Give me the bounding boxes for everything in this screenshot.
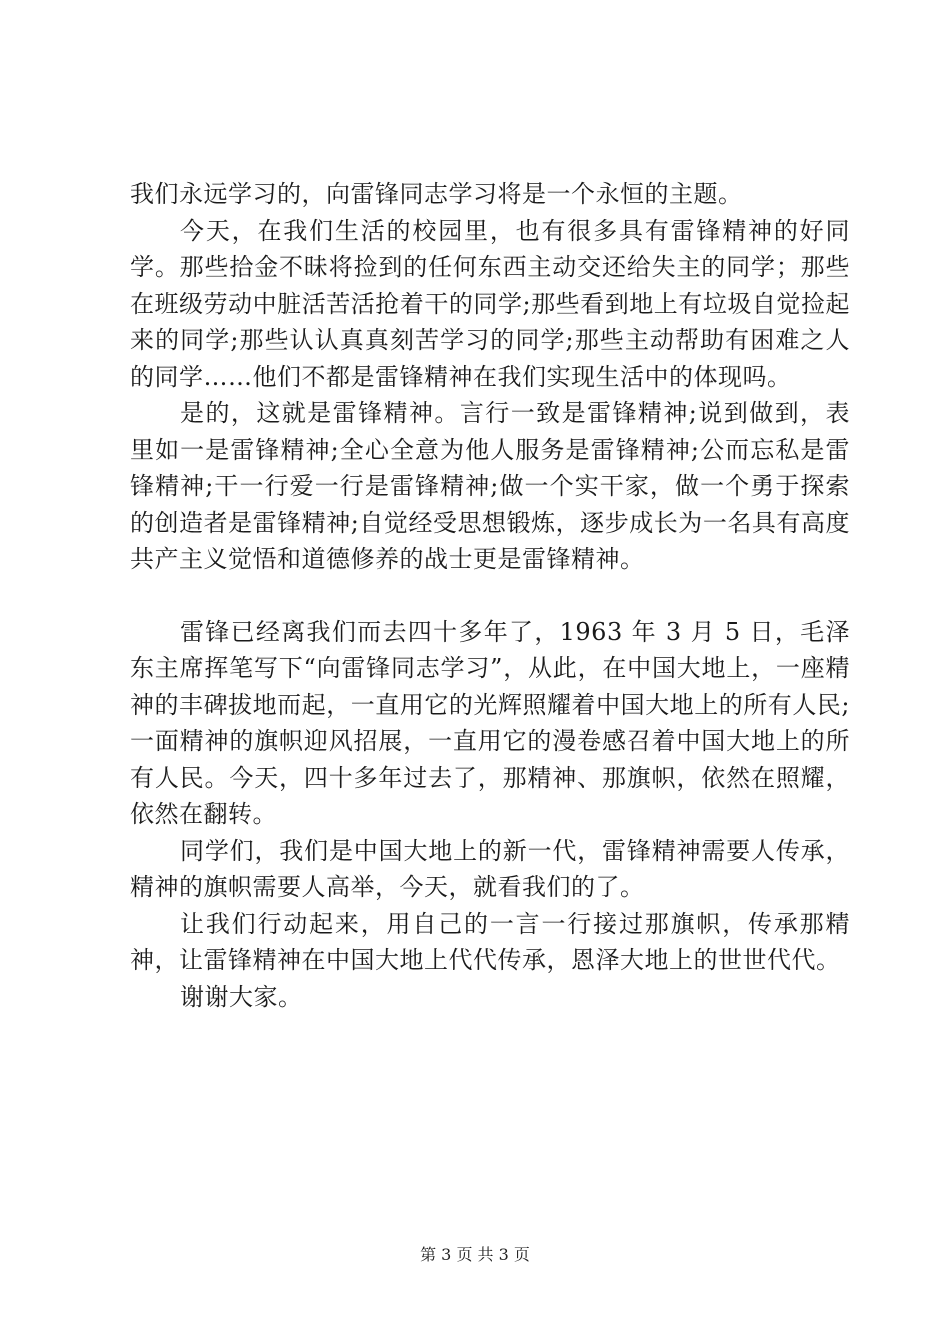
paragraph-4: 雷锋已经离我们而去四十多年了，1963 年 3 月 5 日，毛泽东主席挥笔写下“向雷锋同志学习”，从此，在中国大地上，一座精神的丰碑拔地而起，一直用它的光辉照耀着中国大地上的所有人民;一面精神的旗帜迎风招展，一直用它的漫卷感召着中国大地上的所有人民。今天，四十多年过去了，那精神、那旗帜，依然在照耀，依然在翻转。: [130, 617, 850, 828]
paragraph-gap: [130, 578, 850, 614]
paragraph-7: 谢谢大家。: [180, 982, 303, 1011]
document-body: [130, 176, 850, 1015]
paragraph-5: 同学们，我们是中国大地上的新一代，雷锋精神需要人传承，精神的旗帜需要人高举，今天，就看我们的了。: [130, 836, 850, 901]
paragraph-6: 让我们行动起来，用自己的一言一行接过那旗帜，传承那精神，让雷锋精神在中国大地上代代传承，恩泽大地上的世世代代。: [130, 909, 850, 974]
paragraph-2: 今天，在我们生活的校园里，也有很多具有雷锋精神的好同学。那些拾金不昧将捡到的任何东西主动交还给失主的同学；那些在班级劳动中脏活苦活抢着干的同学;那些看到地上有垃圾自觉捡起来的同学;那些认认真真刻苦学习的同学;那些主动帮助有困难之人的同学……他们不都是雷锋精神在我们实现生活中的体现吗。: [130, 216, 850, 391]
paragraph-1: 我们永远学习的，向雷锋同志学习将是一个永恒的主题。: [130, 180, 743, 208]
page-number-footer: 第 3 页 共 3 页: [420, 1245, 530, 1264]
paragraph-3: 是的，这就是雷锋精神。言行一致是雷锋精神;说到做到，表里如一是雷锋精神;全心全意为他人服务是雷锋精神;公而忘私是雷锋精神;干一行爱一行是雷锋精神;做一个实干家，做一个勇于探索的创造者是雷锋精神;自觉经受思想锻炼，逐步成长为一名具有高度共产主义觉悟和道德修养的战士更是雷锋精神。: [130, 399, 850, 573]
